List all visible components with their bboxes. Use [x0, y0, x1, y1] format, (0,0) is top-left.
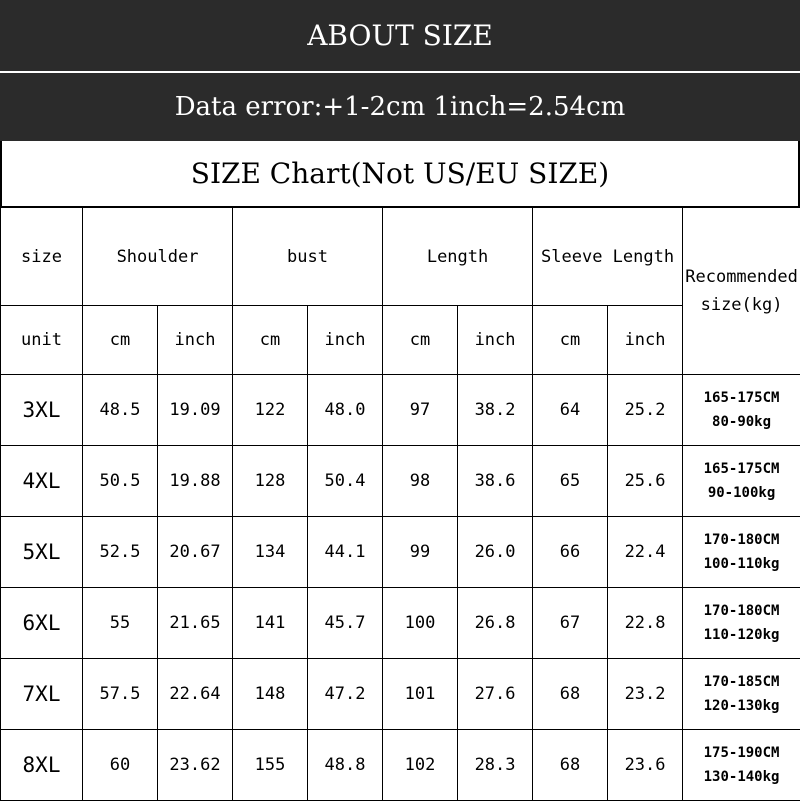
length-inch-cell: 28.3 [458, 730, 533, 801]
bust-cm-cell: 155 [233, 730, 308, 801]
sleeve-cm-cell: 65 [533, 446, 608, 517]
table-row [1, 730, 800, 801]
unit-inch: inch [608, 306, 683, 375]
length-cm-cell: 102 [383, 730, 458, 801]
bust-inch-cell: 44.1 [308, 517, 383, 588]
recommended-height: 170-185CM [704, 674, 780, 690]
unit-cm: cm [233, 306, 308, 375]
size-cell: 6XL [1, 588, 83, 659]
bust-inch-cell: 47.2 [308, 659, 383, 730]
recommended-weight: 80-90kg [712, 414, 771, 430]
shoulder-cm-cell: 55 [83, 588, 158, 659]
sleeve-cm-cell: 67 [533, 588, 608, 659]
length-cm-cell: 101 [383, 659, 458, 730]
table-body [1, 375, 800, 801]
header-size: size [1, 208, 83, 306]
sleeve-inch-cell: 25.6 [608, 446, 683, 517]
recommended-size-cell [683, 375, 800, 446]
sleeve-inch-cell: 23.6 [608, 730, 683, 801]
unit-inch: inch [158, 306, 233, 375]
bust-cm-cell: 122 [233, 375, 308, 446]
length-inch-cell: 26.0 [458, 517, 533, 588]
recommended-weight: 110-120kg [704, 627, 780, 643]
shoulder-inch-cell: 19.09 [158, 375, 233, 446]
length-cm-cell: 99 [383, 517, 458, 588]
length-cm-cell: 100 [383, 588, 458, 659]
length-inch-cell: 27.6 [458, 659, 533, 730]
recommended-size-cell [683, 730, 800, 801]
size-cell: 3XL [1, 375, 83, 446]
unit-inch: inch [308, 306, 383, 375]
size-table [0, 207, 800, 801]
header-recommended-line2: size(kg) [701, 295, 783, 315]
header-recommended-line1: Recommended [685, 267, 798, 287]
size-cell: 4XL [1, 446, 83, 517]
recommended-weight: 120-130kg [704, 698, 780, 714]
recommended-weight: 130-140kg [704, 769, 780, 785]
recommended-height: 170-180CM [704, 603, 780, 619]
shoulder-inch-cell: 19.88 [158, 446, 233, 517]
recommended-height: 175-190CM [704, 745, 780, 761]
sleeve-inch-cell: 23.2 [608, 659, 683, 730]
sleeve-cm-cell: 64 [533, 375, 608, 446]
recommended-size-cell [683, 659, 800, 730]
table-row [1, 588, 800, 659]
recommended-height: 165-175CM [704, 461, 780, 477]
length-inch-cell: 38.2 [458, 375, 533, 446]
table-row [1, 517, 800, 588]
shoulder-inch-cell: 20.67 [158, 517, 233, 588]
shoulder-inch-cell: 22.64 [158, 659, 233, 730]
table-unit-row [1, 306, 800, 375]
size-chart-title: SIZE Chart(Not US/EU SIZE) [191, 157, 609, 190]
recommended-weight: 100-110kg [704, 556, 780, 572]
about-size-banner [0, 0, 800, 73]
sleeve-inch-cell: 22.8 [608, 588, 683, 659]
shoulder-cm-cell: 48.5 [83, 375, 158, 446]
shoulder-cm-cell: 52.5 [83, 517, 158, 588]
size-cell: 5XL [1, 517, 83, 588]
shoulder-cm-cell: 50.5 [83, 446, 158, 517]
table-header-row [1, 208, 800, 306]
bust-cm-cell: 148 [233, 659, 308, 730]
table-row [1, 446, 800, 517]
sleeve-cm-cell: 66 [533, 517, 608, 588]
length-cm-cell: 98 [383, 446, 458, 517]
header-length: Length [383, 208, 533, 306]
shoulder-cm-cell: 60 [83, 730, 158, 801]
bust-inch-cell: 45.7 [308, 588, 383, 659]
recommended-size-cell [683, 517, 800, 588]
sleeve-inch-cell: 25.2 [608, 375, 683, 446]
size-chart-title-bar [0, 141, 800, 208]
unit-cm: cm [83, 306, 158, 375]
table-row [1, 375, 800, 446]
about-size-title: ABOUT SIZE [307, 19, 493, 52]
recommended-size-cell [683, 588, 800, 659]
length-inch-cell: 38.6 [458, 446, 533, 517]
shoulder-inch-cell: 21.65 [158, 588, 233, 659]
size-cell: 8XL [1, 730, 83, 801]
bust-inch-cell: 48.0 [308, 375, 383, 446]
shoulder-cm-cell: 57.5 [83, 659, 158, 730]
shoulder-inch-cell: 23.62 [158, 730, 233, 801]
unit-cm: cm [383, 306, 458, 375]
bust-cm-cell: 134 [233, 517, 308, 588]
header-bust: bust [233, 208, 383, 306]
length-cm-cell: 97 [383, 375, 458, 446]
sleeve-inch-cell: 22.4 [608, 517, 683, 588]
recommended-height: 170-180CM [704, 532, 780, 548]
size-cell: 7XL [1, 659, 83, 730]
header-sleeve-length: Sleeve Length [533, 208, 683, 306]
header-recommended-size [683, 208, 800, 375]
bust-cm-cell: 128 [233, 446, 308, 517]
recommended-height: 165-175CM [704, 390, 780, 406]
table-row [1, 659, 800, 730]
length-inch-cell: 26.8 [458, 588, 533, 659]
header-shoulder: Shoulder [83, 208, 233, 306]
unit-inch: inch [458, 306, 533, 375]
data-error-banner [0, 73, 800, 141]
unit-cm: cm [533, 306, 608, 375]
sleeve-cm-cell: 68 [533, 659, 608, 730]
sleeve-cm-cell: 68 [533, 730, 608, 801]
bust-cm-cell: 141 [233, 588, 308, 659]
bust-inch-cell: 50.4 [308, 446, 383, 517]
data-error-note: Data error:+1-2cm 1inch=2.54cm [175, 92, 626, 122]
bust-inch-cell: 48.8 [308, 730, 383, 801]
recommended-size-cell [683, 446, 800, 517]
recommended-weight: 90-100kg [708, 485, 775, 501]
unit-label: unit [1, 306, 83, 375]
